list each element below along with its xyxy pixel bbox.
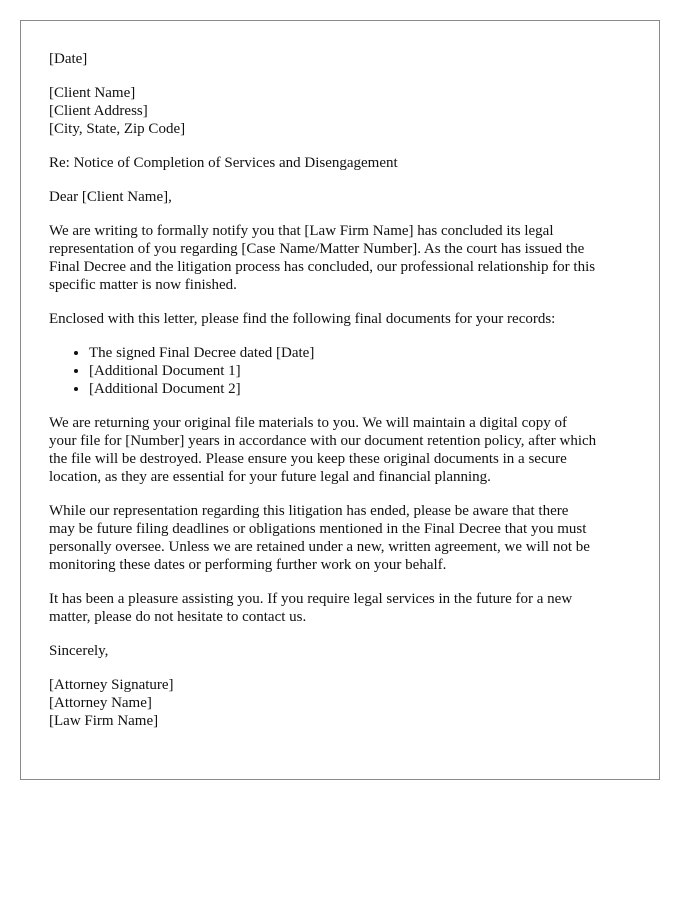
signature-block <box>49 676 631 730</box>
salutation: Dear [Client Name], <box>49 189 172 205</box>
paragraph-enclosures: Enclosed with this letter, please find the following final documents for your records: <box>49 311 556 327</box>
paragraph-file-retention: We are returning your original file materials to you. We will maintain a digital copy of your file for [Number] years in accordance with our document retention policy, after which the file will be destroyed. Please ensure you keep these original documents in a secure location, as they are essential for your future legal and financial planning. <box>49 415 597 485</box>
date-line: [Date] <box>49 51 88 67</box>
client-address: [Client Address] <box>49 103 148 119</box>
subject-line: Re: Notice of Completion of Services and Disengagement <box>49 155 398 171</box>
paragraph-closing-remarks: It has been a pleasure assisting you. If you require legal services in the future for a new matter, please do not hesitate to contact us. <box>49 591 573 625</box>
law-firm-name: [Law Firm Name] <box>49 713 159 729</box>
client-city-state-zip: [City, State, Zip Code] <box>49 121 186 137</box>
attorney-signature: [Attorney Signature] <box>49 677 174 693</box>
list-item: • [Additional Document 2] <box>89 380 631 398</box>
client-name: [Client Name] <box>49 85 136 101</box>
closing: Sincerely, <box>49 643 109 659</box>
document-list <box>49 344 631 398</box>
paragraph-notice: We are writing to formally notify you that [Law Firm Name] has concluded its legal representation of you regarding [Case Name/Matter Number]. As the court has issued the Final Decree and the litigation process has concluded, our professional relationship for this specific matter is now finished. <box>49 223 596 293</box>
attorney-name: [Attorney Name] <box>49 695 152 711</box>
letter-page <box>20 20 660 780</box>
list-item: • [Additional Document 1] <box>89 362 631 380</box>
recipient-address <box>49 84 631 138</box>
paragraph-deadlines: While our representation regarding this litigation has ended, please be aware that there may be future filing deadlines or obligations mentioned in the Final Decree that you must personally oversee. Unless we are retained under a new, written agreement, we will not be monitoring these dates or performing further work on your behalf. <box>49 503 590 573</box>
list-item: • The signed Final Decree dated [Date] <box>89 344 631 362</box>
